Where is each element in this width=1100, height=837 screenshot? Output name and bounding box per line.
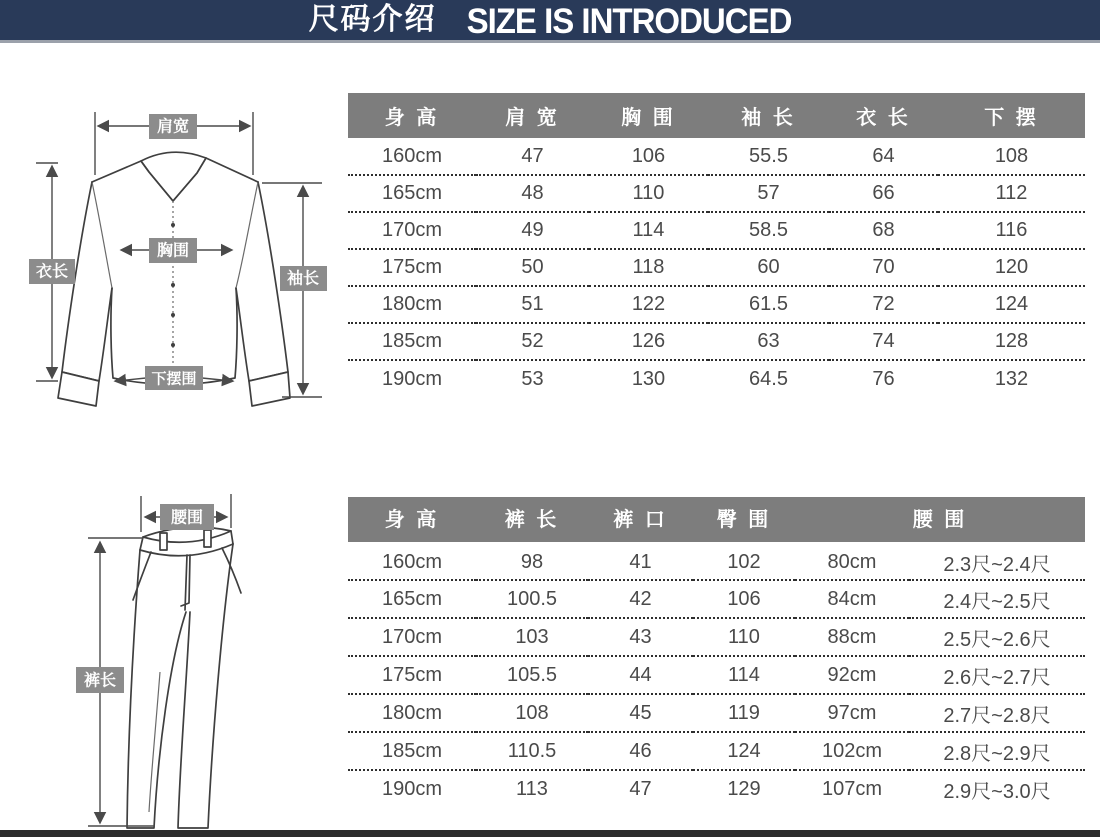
- size-cell: 165cm: [348, 580, 476, 618]
- size-cell: 108: [476, 694, 588, 732]
- size-row: [348, 138, 1085, 175]
- size-cell: 63: [708, 323, 829, 360]
- size-cell: 51: [476, 286, 589, 323]
- size-cell: 110.5: [476, 732, 588, 770]
- size-cell: 120: [938, 249, 1085, 286]
- size-cell: 113: [516, 778, 548, 800]
- size-cell: 103: [476, 618, 588, 656]
- pants-length-label: 裤长: [83, 672, 117, 690]
- size-cell: 64: [829, 138, 938, 175]
- size-cell: 60: [708, 249, 829, 286]
- size-cell: 106: [589, 138, 708, 175]
- size-row: [348, 175, 1085, 212]
- size-cell: 55.5: [708, 138, 829, 175]
- column-header: 裤 口: [588, 497, 693, 542]
- size-cell: 165cm: [348, 175, 476, 212]
- banner-title-chinese: 尺码介绍: [308, 3, 437, 36]
- size-cell: 185cm: [348, 732, 476, 770]
- size-cell: 102cm: [795, 732, 909, 770]
- size-cell: 160cm: [348, 542, 476, 580]
- size-cell: 48: [476, 175, 589, 212]
- size-cell: 47: [629, 778, 652, 800]
- size-cell: 98: [476, 542, 588, 580]
- size-cell: 53: [521, 367, 544, 390]
- size-cell: 42: [588, 580, 693, 618]
- size-cell: 170cm: [348, 212, 476, 249]
- size-cell: 185cm: [348, 323, 476, 360]
- section-divider-bar: [0, 830, 1100, 837]
- size-row: [348, 694, 1085, 732]
- size-cell: 45: [588, 694, 693, 732]
- size-cell: 180cm: [348, 694, 476, 732]
- column-header: 臀 围: [693, 497, 795, 542]
- size-row: [348, 732, 1085, 770]
- size-cell: 74: [829, 323, 938, 360]
- size-cell: 2.3尺~2.4尺: [909, 542, 1085, 580]
- size-cell: 180cm: [348, 286, 476, 323]
- column-header: 身 高: [348, 497, 476, 542]
- size-cell: 49: [476, 212, 589, 249]
- hem-width-label: 下摆围: [151, 370, 197, 388]
- size-row: [348, 770, 1085, 808]
- size-cell: 92cm: [795, 656, 909, 694]
- size-cell: 43: [588, 618, 693, 656]
- size-cell: 190cm: [381, 367, 443, 390]
- size-cell: 100.5: [476, 580, 588, 618]
- sleeve-length-label: 袖长: [286, 270, 320, 288]
- size-cell: 52: [476, 323, 589, 360]
- size-cell: 110: [589, 175, 708, 212]
- column-header: 身 高: [348, 93, 476, 138]
- size-cell: 2.5尺~2.6尺: [909, 618, 1085, 656]
- size-cell: 2.7尺~2.8尺: [909, 694, 1085, 732]
- size-cell: 2.4尺~2.5尺: [909, 580, 1085, 618]
- size-cell: 68: [829, 212, 938, 249]
- size-cell: 2.6尺~2.7尺: [909, 656, 1085, 694]
- size-cell: 114: [589, 212, 708, 249]
- column-header: 衣 长: [829, 93, 938, 138]
- size-cell: 47: [476, 138, 589, 175]
- size-cell: 108: [938, 138, 1085, 175]
- size-cell: 61.5: [708, 286, 829, 323]
- size-cell: 44: [588, 656, 693, 694]
- size-cell: 57: [708, 175, 829, 212]
- size-cell: 80cm: [795, 542, 909, 580]
- garment-length-label: 衣长: [35, 263, 69, 281]
- size-cell: 124: [693, 732, 795, 770]
- column-header: 胸 围: [589, 93, 708, 138]
- shirt-measurement-diagram: [0, 60, 340, 420]
- size-cell: 118: [589, 249, 708, 286]
- size-cell: 41: [588, 542, 693, 580]
- pants-table-header-row: [348, 497, 1085, 542]
- shoulder-width-label: 肩宽: [156, 118, 190, 136]
- size-row: [348, 656, 1085, 694]
- banner-title-english: SIZE IS INTRODUCED: [466, 0, 792, 40]
- size-cell: 105.5: [476, 656, 588, 694]
- size-cell: 76: [872, 367, 895, 390]
- size-row: [348, 249, 1085, 286]
- size-cell: 190cm: [381, 778, 443, 800]
- size-row: [348, 618, 1085, 656]
- section-title-banner: [0, 0, 1100, 43]
- size-cell: 97cm: [795, 694, 909, 732]
- size-row: [348, 286, 1085, 323]
- size-cell: 58.5: [708, 212, 829, 249]
- column-header: 裤 长: [476, 497, 588, 542]
- pants-measure-labels: [76, 504, 214, 693]
- size-cell: 2.8尺~2.9尺: [909, 732, 1085, 770]
- size-cell: 114: [693, 656, 795, 694]
- shirt-size-table: [348, 93, 1085, 397]
- pants-measurement-diagram: [0, 460, 340, 837]
- size-cell: 128: [938, 323, 1085, 360]
- size-cell: 102: [693, 542, 795, 580]
- size-cell: 175cm: [348, 249, 476, 286]
- size-cell: 72: [829, 286, 938, 323]
- size-row: [348, 542, 1085, 580]
- size-row: [348, 212, 1085, 249]
- size-cell: 64.5: [749, 367, 788, 390]
- size-row: [348, 323, 1085, 360]
- size-cell: 130: [631, 367, 666, 390]
- column-header: 肩 宽: [476, 93, 589, 138]
- size-cell: 46: [588, 732, 693, 770]
- size-cell: 66: [829, 175, 938, 212]
- size-cell: 119: [693, 694, 795, 732]
- column-header: 下 摆: [938, 93, 1085, 138]
- pants-size-table: [348, 497, 1085, 808]
- size-cell: 126: [589, 323, 708, 360]
- pants-line-art: [127, 527, 241, 828]
- column-header: 袖 长: [708, 93, 829, 138]
- chest-label: 胸围: [156, 242, 190, 260]
- size-cell: 70: [829, 249, 938, 286]
- size-cell: 106: [693, 580, 795, 618]
- size-cell: 88cm: [795, 618, 909, 656]
- size-cell: 170cm: [348, 618, 476, 656]
- size-cell: 122: [589, 286, 708, 323]
- size-cell: 112: [938, 175, 1085, 212]
- size-cell: 124: [938, 286, 1085, 323]
- size-cell: 160cm: [348, 138, 476, 175]
- shirt-table-header-row: [348, 93, 1085, 138]
- size-cell: 50: [476, 249, 589, 286]
- size-cell: 107cm: [821, 778, 883, 800]
- size-cell: 175cm: [348, 656, 476, 694]
- size-row: [348, 360, 1085, 397]
- size-cell: 129: [727, 778, 761, 800]
- size-cell: 84cm: [795, 580, 909, 618]
- column-header: 腰 围: [795, 497, 1085, 542]
- size-row: [348, 580, 1085, 618]
- size-cell: 2.9尺~3.0尺: [943, 781, 1051, 803]
- size-cell: 132: [994, 367, 1029, 390]
- size-cell: 116: [938, 212, 1085, 249]
- waist-label: 腰围: [170, 509, 204, 527]
- size-cell: 110: [693, 618, 795, 656]
